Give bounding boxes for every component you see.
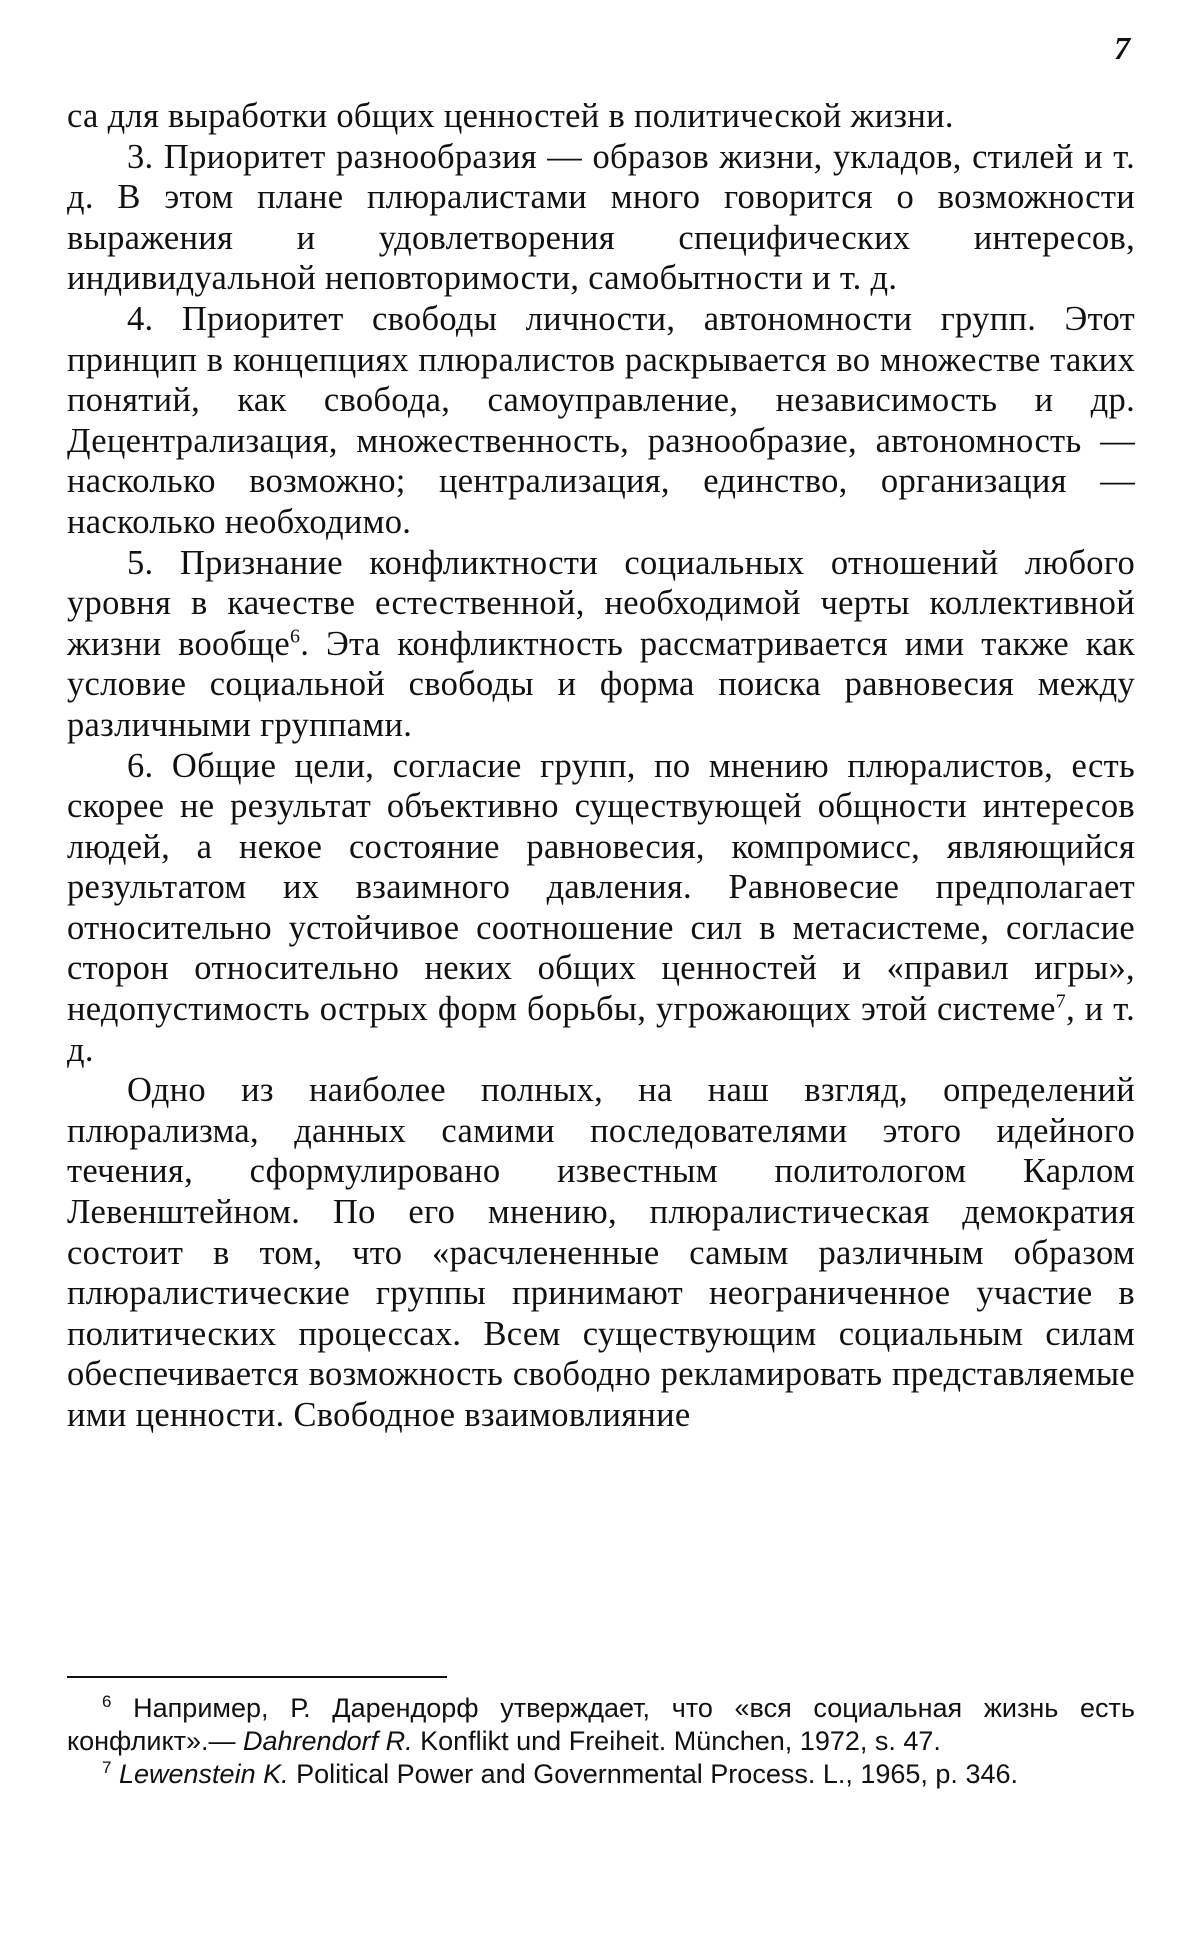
paragraph-6-text-a: 6. Общие цели, согласие групп, по мнению плюралистов, есть скорее не результат объективно существующей общности интересов людей, а некое состояние равновесия, компромисс, являющийся результатом их взаимного давления. Равновесие предполагает относительно устойчивое соотношение сил в метасистеме, согласие сторон относительно неких общих ценностей и «правил игры», недопустимость острых форм борьбы, угрожающих этой системе <box>67 746 1135 1029</box>
footnote-7-number: 7 <box>102 1758 112 1777</box>
footnote-ref-7: 7 <box>1055 990 1067 1013</box>
footnote-7-author: Lewenstein K. <box>118 1759 289 1789</box>
paragraph-5 <box>67 543 1135 746</box>
page-number: 7 <box>1114 30 1130 66</box>
paragraph-5-text-a: 5. Признание конфликтности социальных отношений любого уровня в качестве естественной, необходимой черты коллективной жизни вообще <box>67 543 1135 663</box>
paragraph-4: 4. Приоритет свободы личности, автономности групп. Этот принцип в концепциях плюралистов раскрывается во множестве таких понятий, как свобода, самоуправление, независимость и др. Децентрализация, множественность, разнообразие, автономность — насколько возможно; централизация, единство, организация — насколько необходимо. <box>67 299 1135 541</box>
paragraph-5-text-b: . Эта конфликтность рассматривается ими также как условие социальной свободы и форма поиска равновесия между различными группами. <box>67 624 1135 744</box>
footnote-7-text-b: Political Power and Governmental Process. L., 1965, p. 346. <box>288 1759 1018 1789</box>
footnotes <box>67 1692 1135 1791</box>
paragraph-6-text-b: , и т. д. <box>67 990 1135 1069</box>
paragraph-7: Одно из наиболее полных, на наш взгляд, определений плюрализма, данных самими последователями этого идейного течения, сформулировано известным политологом Карлом Левенштейном. По его мнению, плюралистическая демократия состоит в том, что «расчлененные самым различным образом плюралистические группы принимают неограниченное участие в политических процессах. Всем существующим социальным силам обеспечивается возможность свободно рекламировать представляемые ими ценности. Свободное взаимовлияние <box>67 1071 1135 1434</box>
footnote-6-text-b: Konflikt und Freiheit. München, 1972, s. 47. <box>412 1726 941 1756</box>
body-text <box>67 96 1135 1436</box>
footnote-ref-6: 6 <box>289 625 301 648</box>
paragraph-continued: са для выработки общих ценностей в политической жизни. <box>67 97 954 135</box>
footnote-6 <box>67 1692 1135 1758</box>
footnote-7 <box>67 1758 1135 1791</box>
footnote-6-author: Dahrendorf R. <box>243 1726 413 1756</box>
footnote-divider <box>67 1676 447 1678</box>
footnote-6-number: 6 <box>102 1692 112 1711</box>
paragraph-6 <box>67 746 1135 1071</box>
footnote-6-text-a: Например, Р. Дарендорф утверждает, что «вся социальная жизнь есть конфликт».— <box>67 1693 1135 1756</box>
paragraph-3: 3. Приоритет разнообразия — образов жизни, укладов, стилей и т. д. В этом плане плюралистами много говорится о возможности выражения и удовлетворения специфических интересов, индивидуальной неповторимости, самобытности и т. д. <box>67 137 1135 298</box>
